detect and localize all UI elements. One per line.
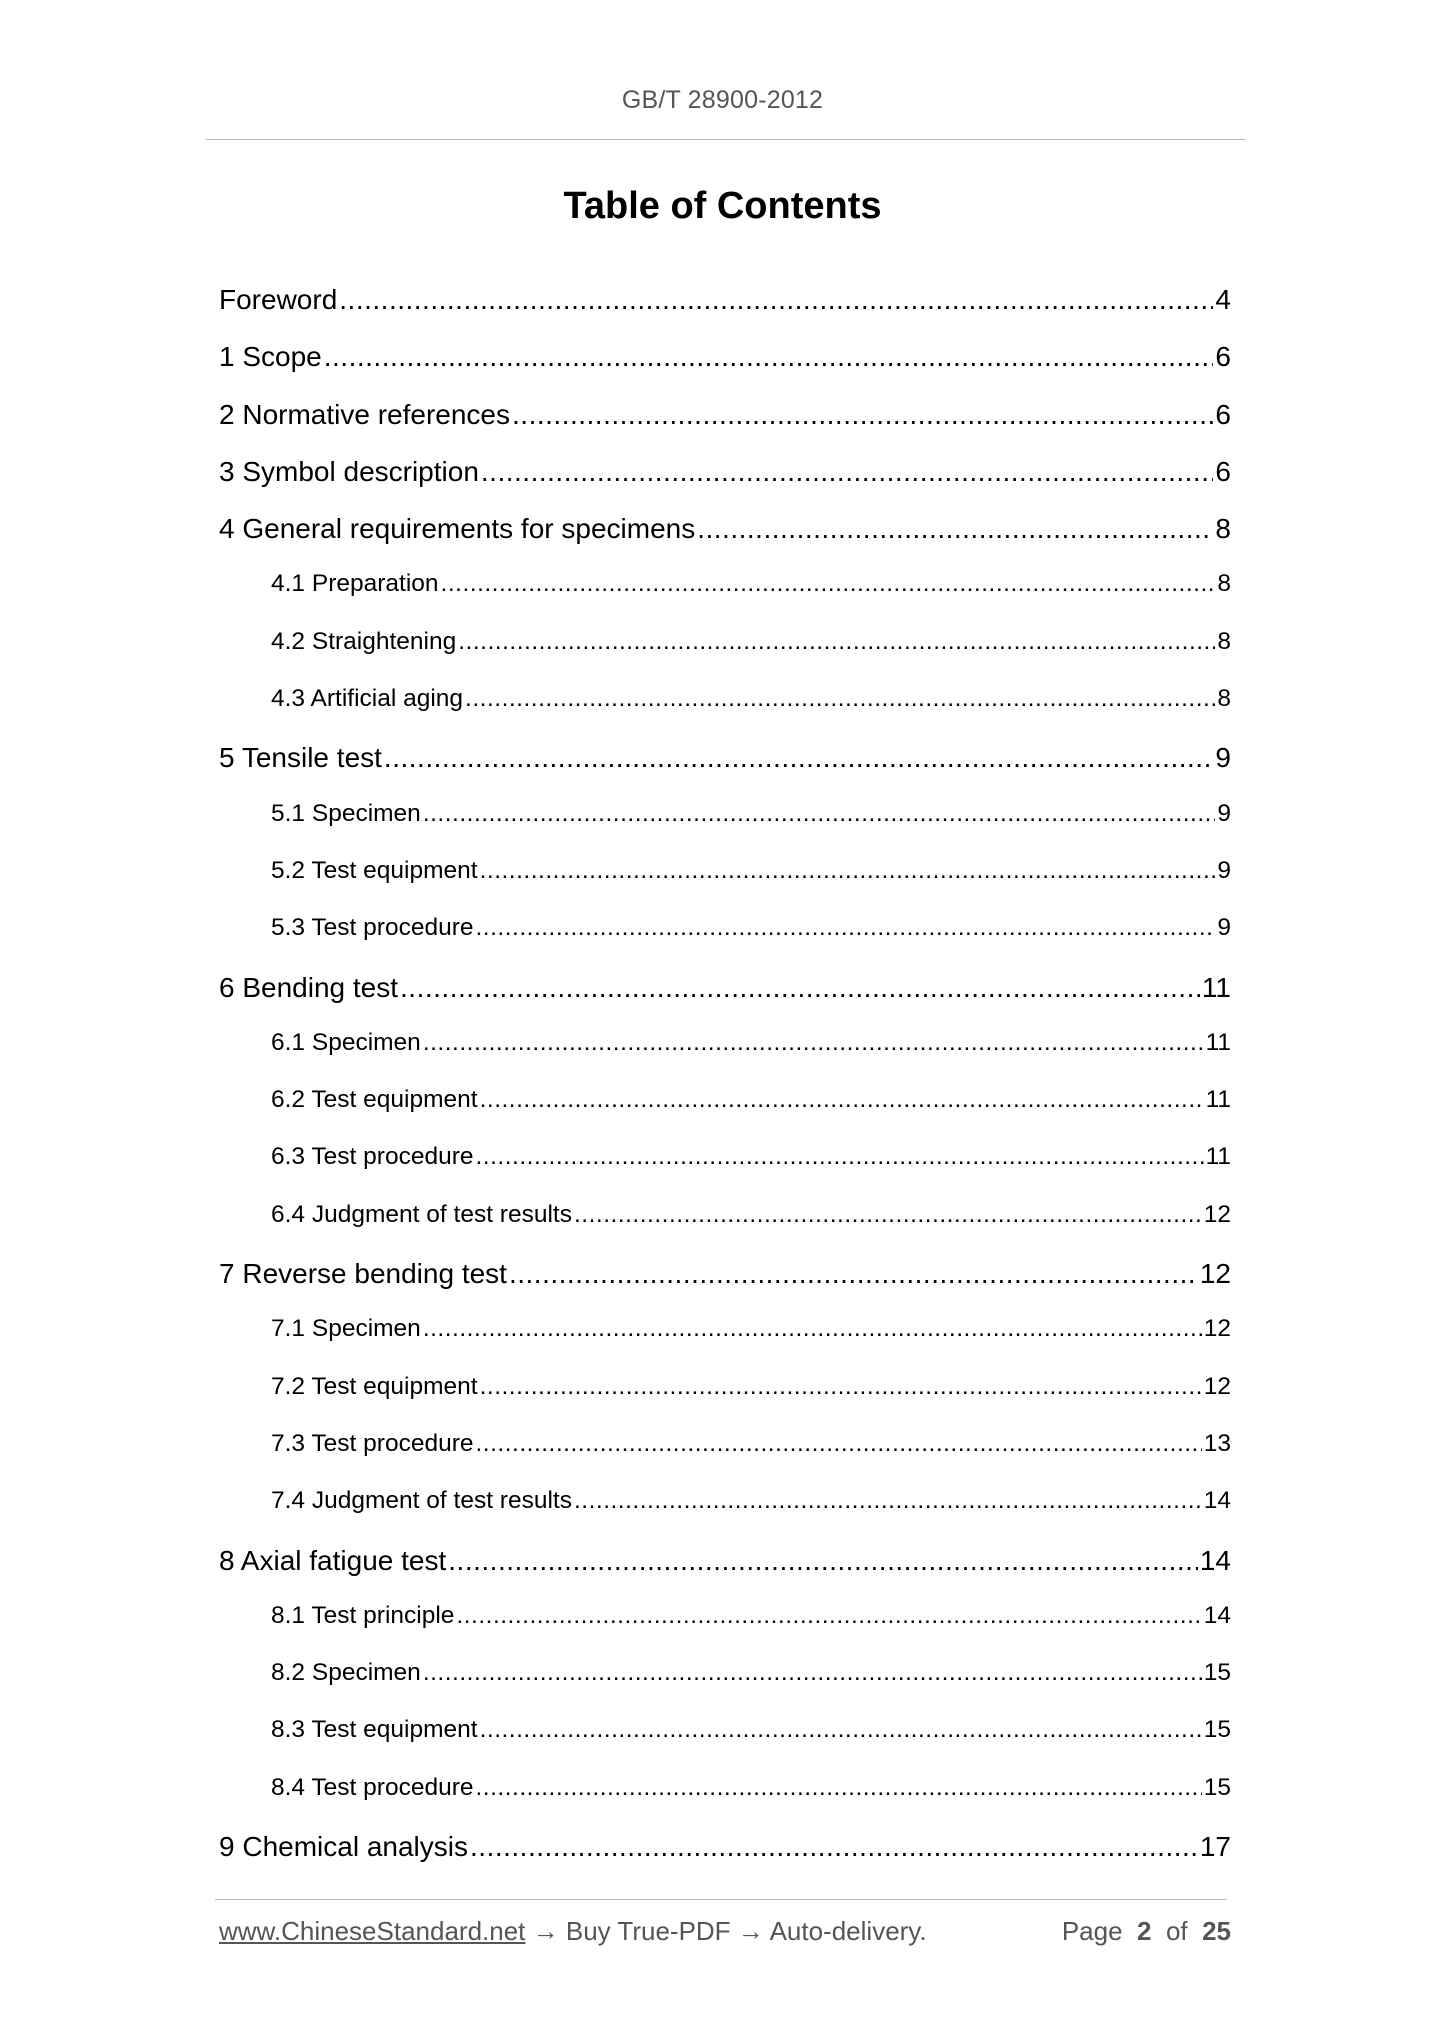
website-link[interactable]: www.ChineseStandard.net [219, 1916, 526, 1946]
toc-entry-label: 4.1 Preparation [271, 570, 439, 598]
toc-subentry[interactable] [219, 1201, 1231, 1258]
toc-entry-page-number: 14 [1203, 1601, 1231, 1629]
dot-leader [574, 1201, 1202, 1229]
toc-entry-page-number: 11 [1205, 1086, 1231, 1114]
dot-leader [475, 1774, 1201, 1802]
toc-entry-label: 7.1 Specimen [271, 1315, 421, 1343]
toc-entry-label: 8.3 Test equipment [271, 1716, 478, 1744]
toc-subentry[interactable] [219, 1373, 1231, 1430]
dot-leader [400, 972, 1200, 1004]
toc-entry[interactable] [219, 284, 1231, 341]
toc-entry[interactable] [219, 513, 1231, 570]
toc-entry-page-number: 8 [1217, 685, 1231, 713]
toc-entry[interactable] [219, 742, 1231, 799]
current-page-number: 2 [1137, 1916, 1152, 1946]
dot-leader [465, 685, 1215, 713]
toc-entry-label: 8.1 Test principle [271, 1601, 455, 1629]
toc-subentry[interactable] [219, 1774, 1231, 1831]
dot-leader [480, 1086, 1204, 1114]
toc-entry-label: 4.3 Artificial aging [271, 685, 464, 713]
dot-leader [448, 1545, 1198, 1577]
toc-subentry[interactable] [219, 1487, 1231, 1544]
footer-promo-text: → Buy True-PDF → Auto-delivery. [525, 1916, 927, 1946]
page-indicator: Page 2 of 25 [1061, 1916, 1231, 1946]
dot-leader [512, 399, 1213, 431]
toc-subentry[interactable] [219, 1315, 1231, 1372]
toc-entry-label: 6 Bending test [219, 971, 399, 1003]
dot-leader [423, 1659, 1202, 1687]
total-page-count: 25 [1202, 1916, 1231, 1946]
toc-entry-page-number: 8 [1217, 570, 1231, 598]
dot-leader [384, 742, 1214, 774]
toc-entry-label: 7.4 Judgment of test results [271, 1487, 572, 1515]
dot-leader [423, 1315, 1202, 1343]
toc-entry-page-number: 6 [1215, 341, 1231, 373]
toc-entry-page-number: 14 [1199, 1544, 1231, 1576]
header-divider [206, 139, 1246, 140]
toc-entry-page-number: 14 [1203, 1487, 1231, 1515]
page-title: Table of Contents [563, 185, 882, 227]
toc-entry-label: 4 General requirements for specimens [219, 513, 696, 545]
toc-entry-label: 5.3 Test procedure [271, 914, 474, 942]
dot-leader [475, 914, 1215, 942]
toc-entry-label: 6.2 Test equipment [271, 1086, 478, 1114]
toc-subentry[interactable] [219, 570, 1231, 627]
toc-entry-page-number: 4 [1215, 284, 1231, 315]
toc-entry[interactable] [219, 341, 1231, 398]
toc-entry-label: 6.1 Specimen [271, 1028, 421, 1056]
toc-entry-page-number: 9 [1217, 914, 1231, 942]
dot-leader [456, 1602, 1201, 1630]
toc-subentry[interactable] [219, 1430, 1231, 1487]
dot-leader [475, 1430, 1201, 1458]
toc-entry-label: 3 Symbol description [219, 455, 479, 487]
footer-promo [219, 1916, 927, 1947]
toc-entry[interactable] [219, 399, 1231, 456]
toc-entry-page-number: 13 [1203, 1429, 1231, 1457]
toc-entry-page-number: 11 [1205, 1143, 1231, 1171]
toc-entry-label: 6.4 Judgment of test results [271, 1200, 572, 1228]
dot-leader [480, 1716, 1202, 1744]
running-header: GB/T 28900-2012 [621, 86, 824, 114]
dot-leader [339, 284, 1213, 316]
dot-leader [441, 570, 1216, 598]
toc-entry-label: 2 Normative references [219, 398, 511, 430]
toc-entry-page-number: 17 [1199, 1831, 1231, 1863]
toc-entry-label: 7.3 Test procedure [271, 1429, 474, 1457]
toc-entry-page-number: 11 [1205, 1028, 1231, 1056]
toc-entry[interactable] [219, 1258, 1231, 1315]
toc-entry-label: 8.2 Specimen [271, 1659, 421, 1687]
toc-entry-page-number: 12 [1203, 1200, 1231, 1228]
table-of-contents [219, 284, 1231, 1888]
toc-entry-label: 8 Axial fatigue test [219, 1544, 447, 1576]
dot-leader [423, 800, 1216, 828]
toc-entry-page-number: 9 [1215, 742, 1231, 774]
toc-entry-label: 7.2 Test equipment [271, 1372, 478, 1400]
toc-entry[interactable] [219, 1831, 1231, 1888]
dot-leader [470, 1831, 1198, 1863]
toc-entry-page-number: 11 [1201, 971, 1231, 1003]
dot-leader [324, 341, 1214, 373]
toc-entry-page-number: 12 [1199, 1258, 1231, 1290]
toc-entry-label: 9 Chemical analysis [219, 1831, 468, 1863]
toc-entry-label: 6.3 Test procedure [271, 1143, 474, 1171]
dot-leader [480, 1373, 1202, 1401]
toc-entry-page-number: 12 [1203, 1372, 1231, 1400]
toc-subentry[interactable] [219, 1716, 1231, 1773]
toc-entry-page-number: 8 [1217, 627, 1231, 655]
toc-entry-label: 4.2 Straightening [271, 627, 457, 655]
dot-leader [509, 1258, 1198, 1290]
toc-entry[interactable] [219, 1545, 1231, 1602]
toc-entry-label: 5 Tensile test [219, 742, 382, 774]
toc-subentry[interactable] [219, 1602, 1231, 1659]
toc-subentry[interactable] [219, 1659, 1231, 1716]
toc-entry-page-number: 12 [1203, 1315, 1231, 1343]
toc-entry-page-number: 9 [1217, 856, 1231, 884]
footer-divider [215, 1899, 1227, 1900]
toc-subentry[interactable] [219, 914, 1231, 971]
toc-entry-label: 1 Scope [219, 341, 322, 373]
toc-subentry[interactable] [219, 685, 1231, 742]
dot-leader [697, 513, 1213, 545]
toc-entry-page-number: 15 [1203, 1659, 1231, 1687]
dot-leader [423, 1029, 1204, 1057]
dot-leader [475, 1143, 1203, 1171]
toc-entry-label: 8.4 Test procedure [271, 1773, 474, 1801]
toc-entry-page-number: 6 [1215, 398, 1231, 430]
toc-entry-page-number: 15 [1203, 1716, 1231, 1744]
dot-leader [574, 1487, 1202, 1515]
toc-entry-label: 7 Reverse bending test [219, 1258, 507, 1290]
toc-entry[interactable] [219, 972, 1231, 1029]
toc-entry-page-number: 8 [1215, 513, 1231, 545]
dot-leader [480, 857, 1216, 885]
toc-entry[interactable] [219, 456, 1231, 513]
dot-leader [458, 628, 1215, 656]
toc-entry-page-number: 9 [1217, 799, 1231, 827]
toc-entry-page-number: 6 [1215, 455, 1231, 487]
toc-subentry[interactable] [219, 1086, 1231, 1143]
toc-subentry[interactable] [219, 800, 1231, 857]
toc-subentry[interactable] [219, 1029, 1231, 1086]
toc-entry-label: 5.1 Specimen [271, 799, 421, 827]
toc-subentry[interactable] [219, 857, 1231, 914]
dot-leader [481, 456, 1214, 488]
toc-subentry[interactable] [219, 628, 1231, 685]
toc-subentry[interactable] [219, 1143, 1231, 1200]
toc-entry-page-number: 15 [1203, 1773, 1231, 1801]
toc-entry-label: 5.2 Test equipment [271, 856, 478, 884]
toc-entry-label: Foreword [219, 284, 338, 315]
page-footer [219, 1916, 1231, 1947]
